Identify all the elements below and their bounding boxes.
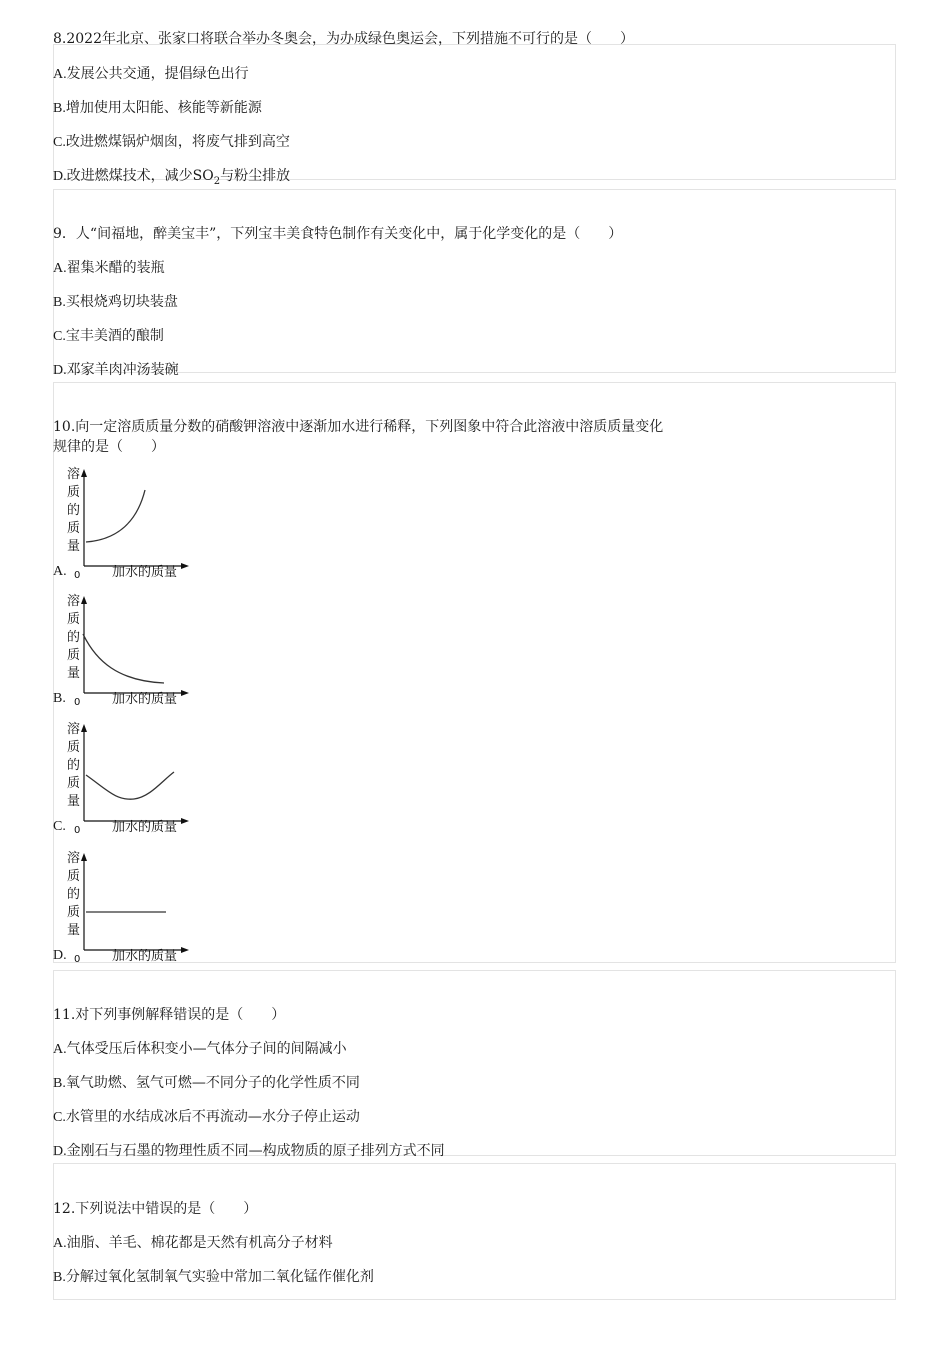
option-letter: D. xyxy=(53,169,67,184)
option-letter: C. xyxy=(53,135,66,150)
option-text: 宝丰美酒的酿制 xyxy=(65,328,164,344)
question-11-option-c[interactable] xyxy=(53,1108,360,1127)
question-9-option-c[interactable] xyxy=(53,327,164,346)
option-letter: A. xyxy=(53,67,67,82)
y-axis-arrow xyxy=(81,724,87,732)
option-text: 水管里的水结成冰后不再流动—水分子停止运动 xyxy=(65,1109,360,1125)
y-axis-label-char: 的 xyxy=(67,758,81,773)
option-letter: D. xyxy=(53,1144,67,1159)
option-letter: C. xyxy=(53,329,66,344)
x-axis-arrow xyxy=(181,690,189,696)
question-10-option-c-letter[interactable]: C. xyxy=(53,819,66,834)
option-letter: B. xyxy=(53,1076,66,1091)
option-letter: A. xyxy=(53,1236,67,1251)
x-axis-arrow xyxy=(181,563,189,569)
option-text: 氧气助燃、氢气可燃—不同分子的化学性质不同 xyxy=(65,1075,360,1091)
option-letter: B. xyxy=(53,295,66,310)
question-12-option-a[interactable] xyxy=(53,1234,333,1253)
y-axis-label-char: 溶 xyxy=(67,851,81,866)
question-11-box xyxy=(53,970,896,1156)
question-11-option-a[interactable] xyxy=(53,1040,347,1059)
question-10-graph-c[interactable] xyxy=(58,717,198,837)
y-axis-label-char: 的 xyxy=(67,503,81,518)
y-axis-label-char: 溶 xyxy=(67,722,81,737)
y-axis-label-char: 的 xyxy=(67,630,81,645)
option-letter: B. xyxy=(53,101,66,116)
question-10-option-a-letter[interactable]: A. xyxy=(53,564,67,579)
graph-curve-u-shape xyxy=(86,772,174,799)
option-text: 发展公共交通，提倡绿色出行 xyxy=(66,66,249,82)
origin-label: 0 xyxy=(74,954,81,965)
question-11-option-d[interactable] xyxy=(53,1142,445,1161)
question-8-option-d[interactable] xyxy=(53,167,290,191)
option-letter: B. xyxy=(53,1270,66,1285)
option-text: 分解过氧化氢制氧气实验中常加二氧化锰作催化剂 xyxy=(65,1269,374,1285)
x-axis-arrow xyxy=(181,947,189,953)
option-text: 改进燃煤技术，减少SO xyxy=(66,168,214,184)
y-axis-label-char: 质 xyxy=(67,776,81,791)
option-text: 增加使用太阳能、核能等新能源 xyxy=(65,100,262,116)
question-10-graph-d[interactable] xyxy=(58,846,198,966)
question-8-stem: 8.2022年北京、张家口将联合举办冬奥会，为办成绿色奥运会，下列措施不可行的是（ ） xyxy=(53,31,634,47)
question-9-option-d[interactable] xyxy=(53,361,179,380)
question-10-graph-a[interactable] xyxy=(58,462,198,582)
question-10-stem-line-2: 规律的是（ ） xyxy=(53,439,165,455)
y-axis-label-char: 溶 xyxy=(67,467,81,482)
question-11-option-b[interactable] xyxy=(53,1074,360,1093)
question-12-option-b[interactable] xyxy=(53,1268,374,1287)
option-text: 买根烧鸡切块装盘 xyxy=(65,294,178,310)
option-letter: D. xyxy=(53,363,67,378)
question-12-stem: 12.下列说法中错误的是（ ） xyxy=(53,1201,258,1217)
option-letter: A. xyxy=(53,1042,67,1057)
y-axis-label-char: 质 xyxy=(67,869,81,884)
question-11-stem: 11.对下列事例解释错误的是（ ） xyxy=(53,1007,286,1023)
option-text: 翟集米醋的装瓶 xyxy=(66,260,165,276)
question-10-option-b-letter[interactable]: B. xyxy=(53,691,66,706)
y-axis-label-char: 质 xyxy=(67,740,81,755)
question-8-option-c[interactable] xyxy=(53,133,290,152)
question-10-stem-line-1: 10.向一定溶质质量分数的硝酸钾溶液中逐渐加水进行稀释，下列图象中符合此溶液中溶质质量变化 xyxy=(53,419,664,435)
question-8-option-b[interactable] xyxy=(53,99,262,118)
option-text: 油脂、羊毛、棉花都是天然有机高分子材料 xyxy=(66,1235,333,1251)
y-axis-label-char: 质 xyxy=(67,905,81,920)
question-8-option-a[interactable] xyxy=(53,65,249,84)
question-10-option-d-letter[interactable]: D. xyxy=(53,948,67,963)
y-axis-label-char: 量 xyxy=(67,539,81,554)
question-9-box xyxy=(53,189,896,373)
x-axis-label: 加水的质量 xyxy=(112,692,178,707)
option-letter: C. xyxy=(53,1110,66,1125)
graph-curve-decreasing xyxy=(83,634,164,683)
y-axis-arrow xyxy=(81,853,87,861)
option-letter: A. xyxy=(53,261,67,276)
option-text: 金刚石与石墨的物理性质不同—构成物质的原子排列方式不同 xyxy=(66,1143,445,1159)
y-axis-label-char: 溶 xyxy=(67,594,81,609)
question-9-option-b[interactable] xyxy=(53,293,178,312)
option-text: 改进燃煤锅炉烟囱，将废气排到高空 xyxy=(65,134,290,150)
y-axis-label-char: 质 xyxy=(67,521,81,536)
y-axis-label-char: 质 xyxy=(67,612,81,627)
x-axis-label: 加水的质量 xyxy=(112,949,178,964)
question-10-graph-b[interactable] xyxy=(58,589,198,709)
y-axis-label-char: 的 xyxy=(67,887,81,902)
question-9-stem: 9．人“间福地，醉美宝丰”，下列宝丰美食特色制作有关变化中，属于化学变化的是（ ） xyxy=(53,226,623,242)
origin-label: 0 xyxy=(74,825,81,836)
y-axis-arrow xyxy=(81,596,87,604)
y-axis-label-char: 量 xyxy=(67,923,81,938)
subscript: 2 xyxy=(213,176,221,187)
x-axis-arrow xyxy=(181,818,189,824)
option-text-after: 与粉尘排放 xyxy=(220,168,291,184)
question-9-option-a[interactable] xyxy=(53,259,165,278)
y-axis-arrow xyxy=(81,469,87,477)
origin-label: 0 xyxy=(74,570,81,581)
y-axis-label-char: 量 xyxy=(67,794,81,809)
y-axis-label-char: 质 xyxy=(67,485,81,500)
y-axis-label-char: 质 xyxy=(67,648,81,663)
option-text: 邓家羊肉冲汤装碗 xyxy=(66,362,179,378)
origin-label: 0 xyxy=(74,697,81,708)
option-text: 气体受压后体积变小—气体分子间的间隔减小 xyxy=(66,1041,347,1057)
graph-curve-increasing xyxy=(86,490,145,542)
y-axis-label-char: 量 xyxy=(67,666,81,681)
x-axis-label: 加水的质量 xyxy=(112,565,178,580)
x-axis-label: 加水的质量 xyxy=(112,820,178,835)
